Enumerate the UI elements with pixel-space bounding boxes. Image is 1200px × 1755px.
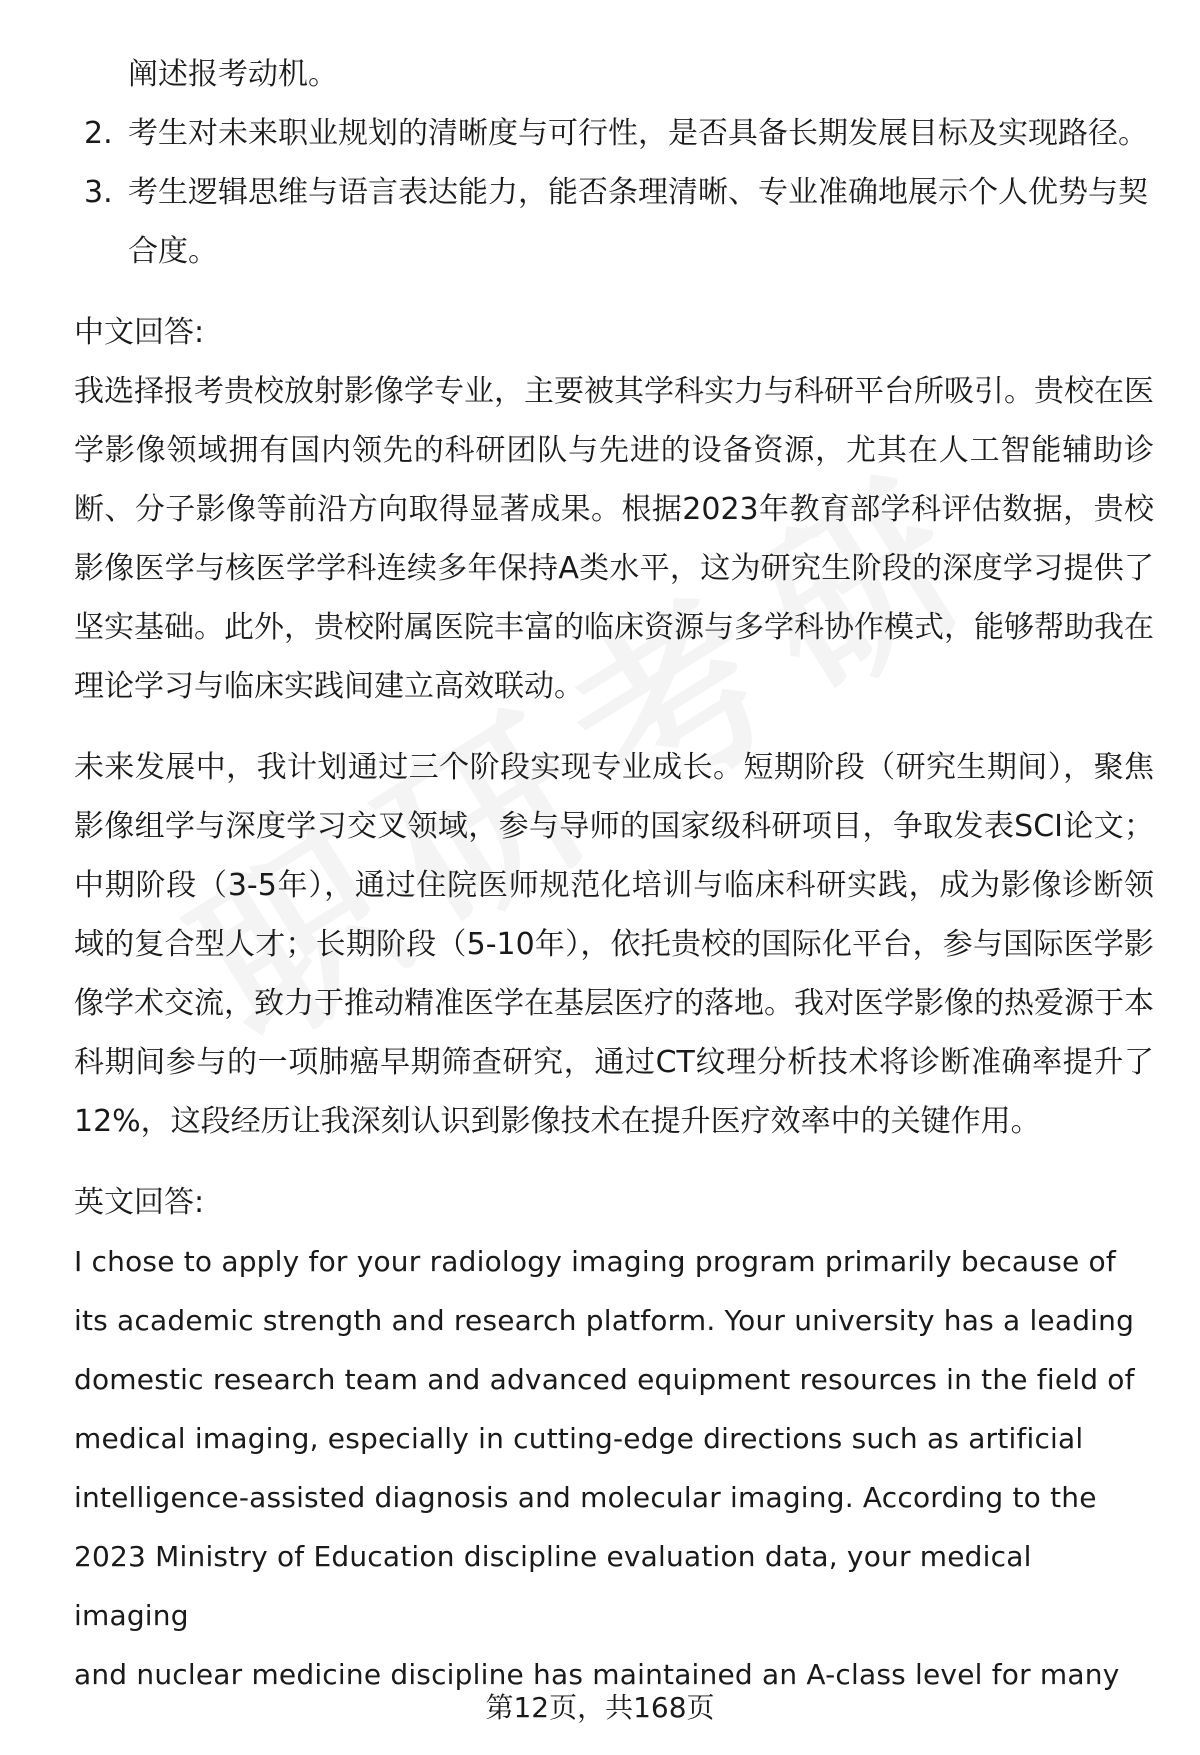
list-number: 2. (84, 116, 113, 151)
criteria-list (74, 45, 1154, 281)
list-text: 考生逻辑思维与语言表达能力，能否条理清晰、专业准确地展示个人优势与契合度。 (128, 175, 1148, 269)
list-item (74, 104, 1154, 163)
english-line: 2023 Ministry of Education discipline evaluation data, your medical imaging (74, 1540, 1032, 1632)
chinese-paragraph: 我选择报考贵校放射影像学专业，主要被其学科实力与科研平台所吸引。贵校在医学影像领域拥有国内领先的科研团队与先进的设备资源，尤其在人工智能辅助诊断、分子影像等前沿方向取得显著成果。根据2023年教育部学科评估数据，贵校影像医学与核医学学科连续多年保持A类水平，这为研究生阶段的深度学习提供了坚实基础。此外，贵校附属医院丰富的临床资源与多学科协作模式，能够帮助我在理论学习与临床实践间建立高效联动。 (74, 374, 1154, 704)
english-line: domestic research team and advanced equipment resources in the field of (74, 1363, 1135, 1396)
chinese-paragraph: 未来发展中，我计划通过三个阶段实现专业成长。短期阶段（研究生期间），聚焦影像组学与深度学习交叉领域，参与导师的国家级科研项目，争取发表SCI论文；中期阶段（3-5年），通过住院医师规范化培训与临床科研实践，成为影像诊断领域的复合型人才；长期阶段（5-10年），依托贵校的国际化平台，参与国际医学影像学术交流，致力于推动精准医学在基层医疗的落地。我对医学影像的热爱源于本科期间参与的一项肺癌早期筛查研究，通过CT纹理分析技术将诊断准确率提升了12%，这段经历让我深刻认识到影像技术在提升医疗效率中的关键作用。 (74, 750, 1154, 1139)
list-continuation: 阐述报考动机。 (128, 57, 338, 92)
english-line: intelligence-assisted diagnosis and molecular imaging. According to the (74, 1481, 1097, 1514)
list-item (74, 163, 1154, 281)
list-number: 3. (84, 175, 113, 210)
page-footer: 第12页，共168页 (485, 1691, 715, 1724)
english-line: medical imaging, especially in cutting-edge directions such as artificial (74, 1422, 1084, 1455)
english-paragraph (74, 1232, 1154, 1704)
english-line: its academic strength and research platform. Your university has a leading (74, 1304, 1135, 1337)
english-answer-label: 英文回答: (74, 1185, 205, 1220)
page-content (74, 0, 1154, 1704)
english-line: and nuclear medicine discipline has maintained an A-class level for many (74, 1658, 1120, 1691)
english-line: I chose to apply for your radiology imaging program primarily because of (74, 1245, 1116, 1278)
list-text: 考生对未来职业规划的清晰度与可行性，是否具备长期发展目标及实现路径。 (128, 116, 1148, 151)
chinese-answer-label: 中文回答: (74, 315, 205, 350)
